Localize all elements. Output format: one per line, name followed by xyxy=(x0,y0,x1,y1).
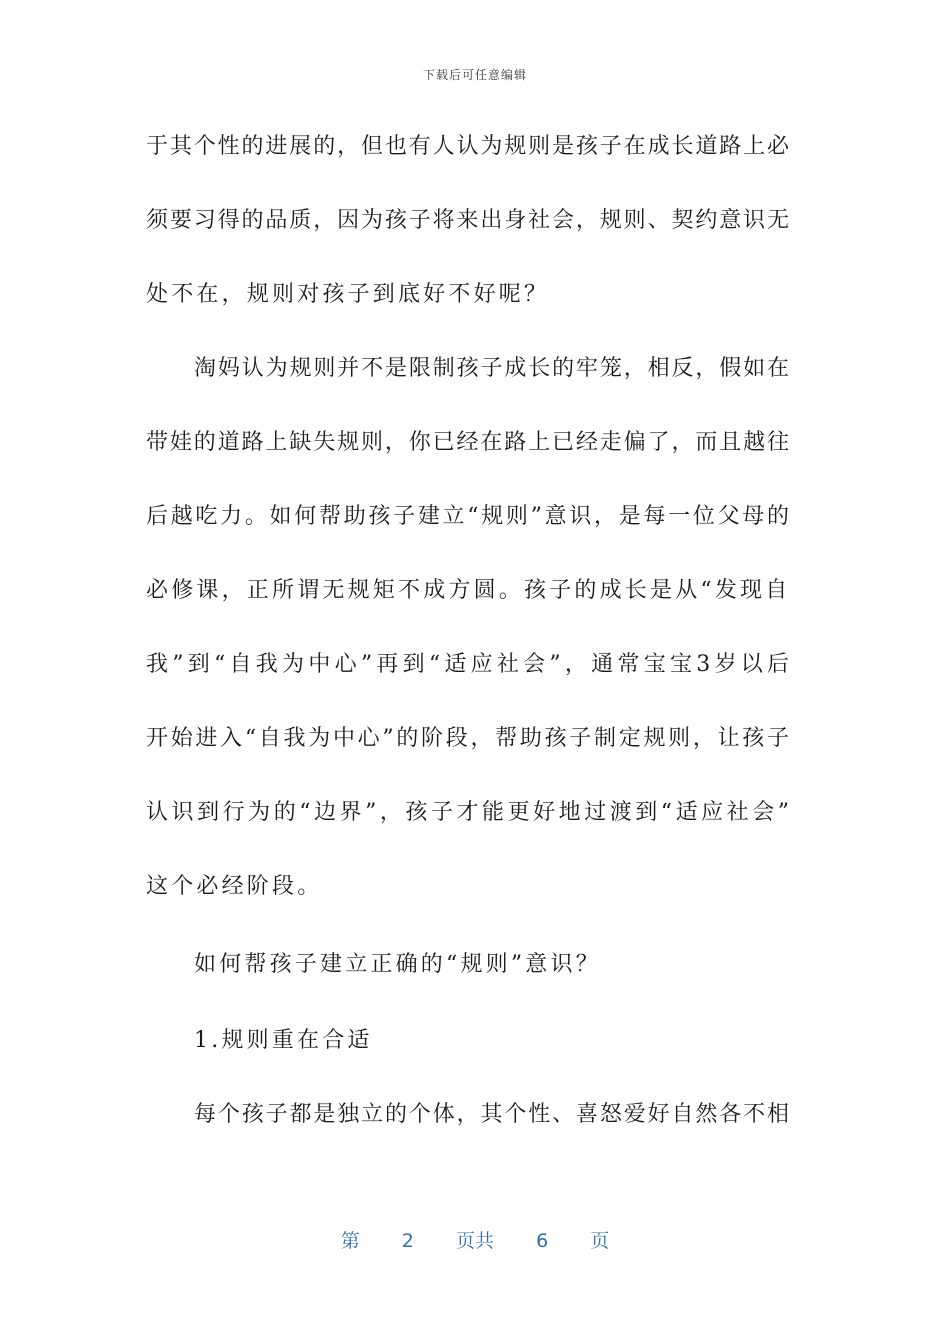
text-line: 须要习得的品质，因为孩子将来出身社会，规则、契约意识无 xyxy=(146,208,789,233)
text-line: 带娃的道路上缺失规则，你已经在路上已经走偏了，而且越往 xyxy=(146,430,789,455)
text-line: 认识到行为的“边界”，孩子才能更好地过渡到“适应社会” xyxy=(146,800,789,825)
text-line: 开始进入“自我为中心”的阶段，帮助孩子制定规则，让孩子 xyxy=(146,726,789,751)
text-line: 我”到“自我为中心”再到“适应社会”，通常宝宝3岁以后 xyxy=(146,652,789,677)
text-line: 这个必经阶段。 xyxy=(146,874,323,899)
text-line: 处不在，规则对孩子到底好不好呢？ xyxy=(146,282,550,307)
footer-label-of: 页共 xyxy=(455,1230,494,1252)
text-line: 后越吃力。如何帮助孩子建立“规则”意识，是每一位父母的 xyxy=(146,504,789,529)
paragraph-first-line: 淘妈认为规则并不是限制孩子成长的牢笼，相反，假如在 xyxy=(194,356,789,381)
subsection-heading: 1.规则重在合适 xyxy=(194,1028,373,1053)
footer-label-page-end: 页 xyxy=(590,1230,610,1252)
paragraph-first-line: 每个孩子都是独立的个体，其个性、喜怒爱好自然各不相 xyxy=(194,1102,789,1127)
section-heading: 如何帮孩子建立正确的“规则”意识？ xyxy=(194,952,601,977)
text-line: 必修课，正所谓无规矩不成方圆。孩子的成长是从“发现自 xyxy=(146,578,791,603)
text-line: 于其个性的进展的，但也有人认为规则是孩子在成长道路上必 xyxy=(146,134,789,159)
page-footer xyxy=(0,1226,950,1253)
footer-total-pages: 6 xyxy=(536,1230,549,1252)
header-note: 下载后可任意编辑 xyxy=(422,68,527,82)
footer-label-page: 第 xyxy=(340,1230,360,1252)
footer-page-number: 2 xyxy=(401,1230,414,1252)
